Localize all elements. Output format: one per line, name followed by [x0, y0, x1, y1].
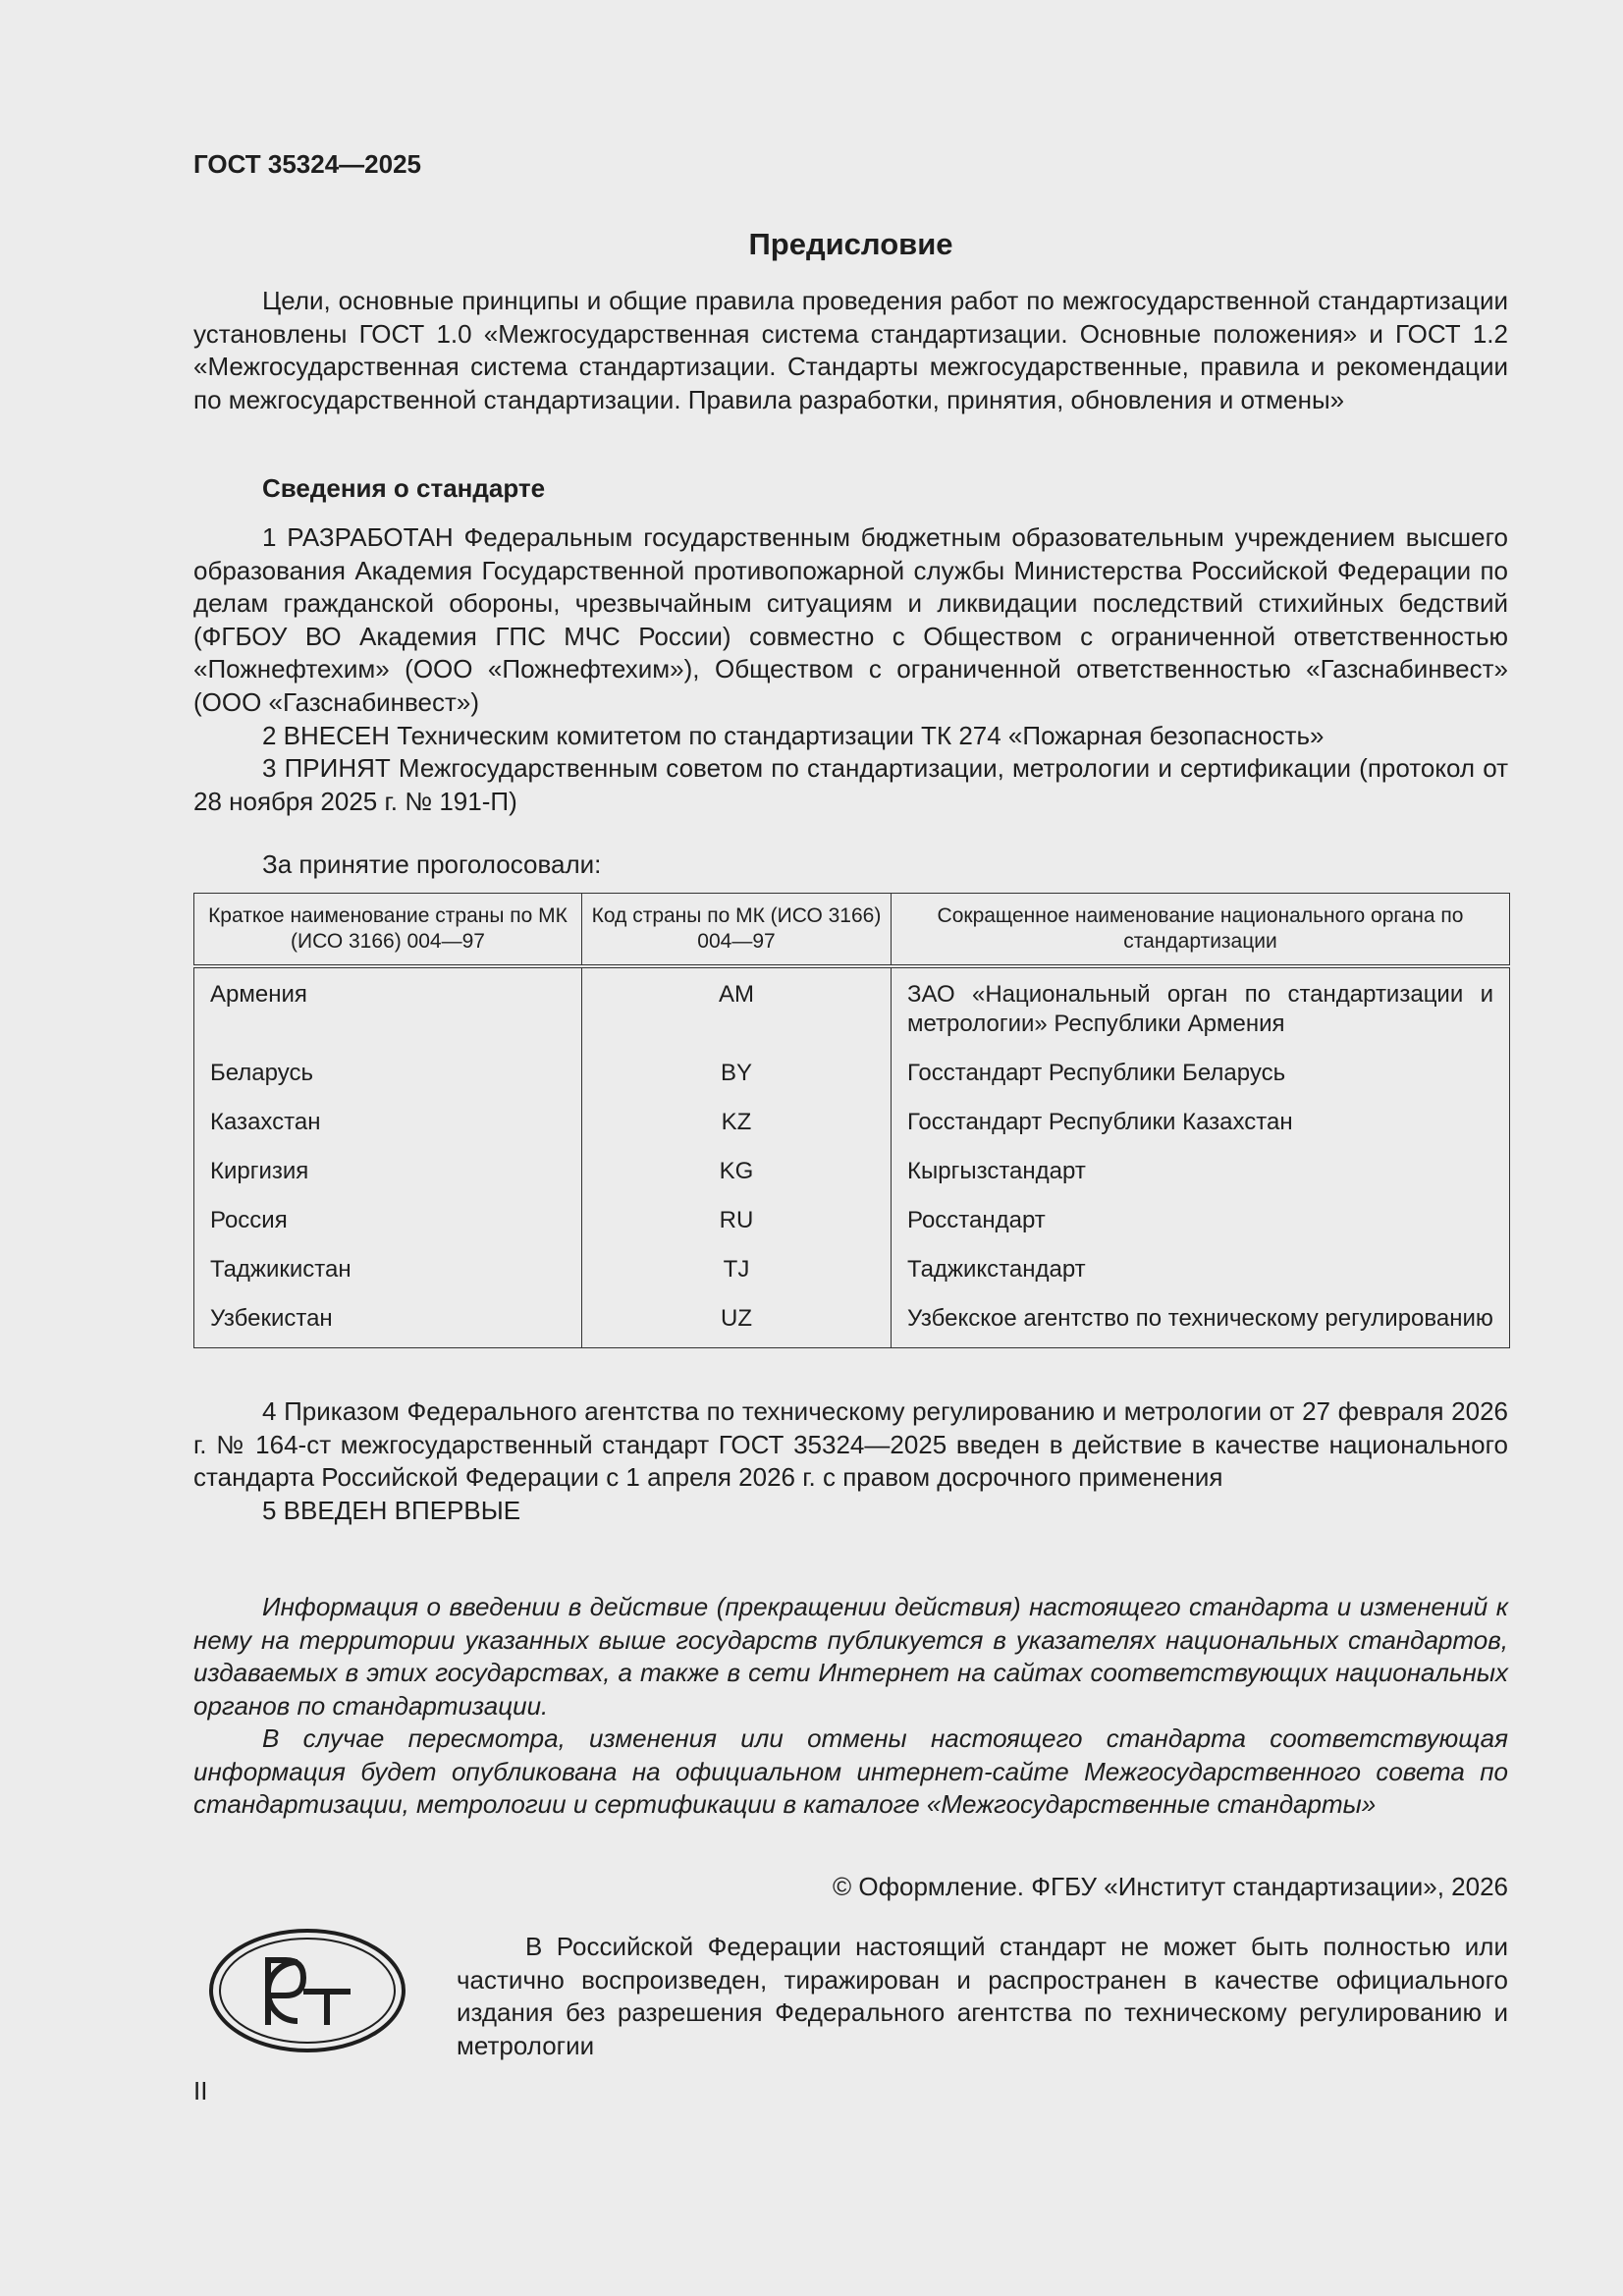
table-row — [194, 1245, 1510, 1294]
item-first-introduced: 5 ВВЕДЕН ВПЕРВЫЕ — [262, 1496, 521, 1525]
national-body: Госстандарт Республики Казахстан — [892, 1098, 1510, 1147]
item-developed: 1 РАЗРАБОТАН Федеральным государственным бюджетным образовательным учреждением высшего образования Академия Государственной противопожарной службы Министерства Российской Федерации по делам гражданской обороны, чрезвычайным ситуациям и ликвидации последствий стихийных бедствий (ФГБОУ ВО Академия ГПС МЧС России) совместно с Обществом с ограниченной ответственностью «Пожнефтехим» (ООО «Пожнефтехим»), Обществом с ограниченной ответственностью «Газснабинвест» (ООО «Газснабинвест») — [193, 522, 1508, 717]
info-heading: Сведения о стандарте — [262, 473, 546, 503]
country-name: Армения — [194, 966, 582, 1049]
country-code: RU — [582, 1196, 892, 1245]
item-order: 4 Приказом Федерального агентства по техническому регулированию и метрологии от 27 февраля 2026 г. № 164-ст межгосударственный стандарт ГОСТ 35324—2025 введен в действие в качестве национального стандарта Российской Федерации с 1 апреля 2026 г. с правом досрочного применения — [193, 1396, 1508, 1492]
country-code: TJ — [582, 1245, 892, 1294]
voted-label: За принятие проголосовали: — [262, 849, 602, 879]
item-introduced: 2 ВНЕСЕН Техническим комитетом по стандартизации ТК 274 «Пожарная безопасность» — [262, 721, 1325, 750]
country-code: AM — [582, 966, 892, 1049]
table-row — [194, 1196, 1510, 1245]
country-name: Казахстан — [194, 1098, 582, 1147]
voting-table — [193, 893, 1510, 1348]
header-country-name: Краткое наименование страны по МК (ИСО 3166) 004—97 — [194, 894, 582, 967]
note-info: Информация о введении в действие (прекращении действия) настоящего стандарта и изменений к нему на территории указанных выше государств публикуется в указателях национальных стандартов, издаваемых в этих государствах, а также в сети Интернет на сайтах соответствующих национальных органов по стандартизации. — [193, 1592, 1508, 1721]
country-name: Таджикистан — [194, 1245, 582, 1294]
table-row — [194, 1147, 1510, 1196]
header-country-code: Код страны по МК (ИСО 3166) 004—97 — [582, 894, 892, 967]
item-adopted: 3 ПРИНЯТ Межгосударственным советом по стандартизации, метрологии и сертификации (протокол от 28 ноября 2025 г. № 191-П) — [193, 753, 1508, 816]
table-header-row — [194, 894, 1510, 967]
copyright-line: © Оформление. ФГБУ «Институт стандартизации», 2026 — [833, 1872, 1508, 1901]
table-row — [194, 1098, 1510, 1147]
national-body: Таджикстандарт — [892, 1245, 1510, 1294]
country-code: KZ — [582, 1098, 892, 1147]
national-body: Узбекское агентство по техническому регулированию — [892, 1294, 1510, 1348]
rst-certification-mark-icon — [207, 1927, 407, 2054]
country-code: KG — [582, 1147, 892, 1196]
national-body: Госстандарт Республики Беларусь — [892, 1049, 1510, 1098]
table-row — [194, 966, 1510, 1049]
national-body: Кыргызстандарт — [892, 1147, 1510, 1196]
national-body: ЗАО «Национальный орган по стандартизации и метрологии» Республики Армения — [892, 966, 1510, 1049]
country-code: UZ — [582, 1294, 892, 1348]
country-name: Киргизия — [194, 1147, 582, 1196]
note-revision: В случае пересмотра, изменения или отмены настоящего стандарта соответствующая информация будет опубликована на официальном интернет-сайте Межгосударственного совета по стандартизации, метрологии и сертификации в каталоге «Межгосударственные стандарты» — [193, 1723, 1508, 1819]
header-national-body: Сокращенное наименование национального органа по стандартизации — [892, 894, 1510, 967]
country-name: Беларусь — [194, 1049, 582, 1098]
copyright-notice: В Российской Федерации настоящий стандарт не может быть полностью или частично воспроизведен, тиражирован и распространен в качестве официального издания без разрешения Федерального агентства по техническому регулированию и метрологии — [457, 1932, 1508, 2060]
page-number: II — [193, 2076, 208, 2105]
table-row — [194, 1294, 1510, 1348]
national-body: Росстандарт — [892, 1196, 1510, 1245]
table-row — [194, 1049, 1510, 1098]
country-code: BY — [582, 1049, 892, 1098]
country-name: Россия — [194, 1196, 582, 1245]
country-name: Узбекистан — [194, 1294, 582, 1348]
page-title: Предисловие — [748, 227, 953, 261]
intro-paragraph: Цели, основные принципы и общие правила проведения работ по межгосударственной стандартизации установлены ГОСТ 1.0 «Межгосударственная система стандартизации. Основные положения» и ГОСТ 1.2 «Межгосударственная система стандартизации. Стандарты межгосударственные, правила и рекомендации по межгосударственной стандартизации. Правила разработки, принятия, обновления и отмены» — [193, 286, 1508, 414]
document-code: ГОСТ 35324—2025 — [193, 149, 421, 179]
